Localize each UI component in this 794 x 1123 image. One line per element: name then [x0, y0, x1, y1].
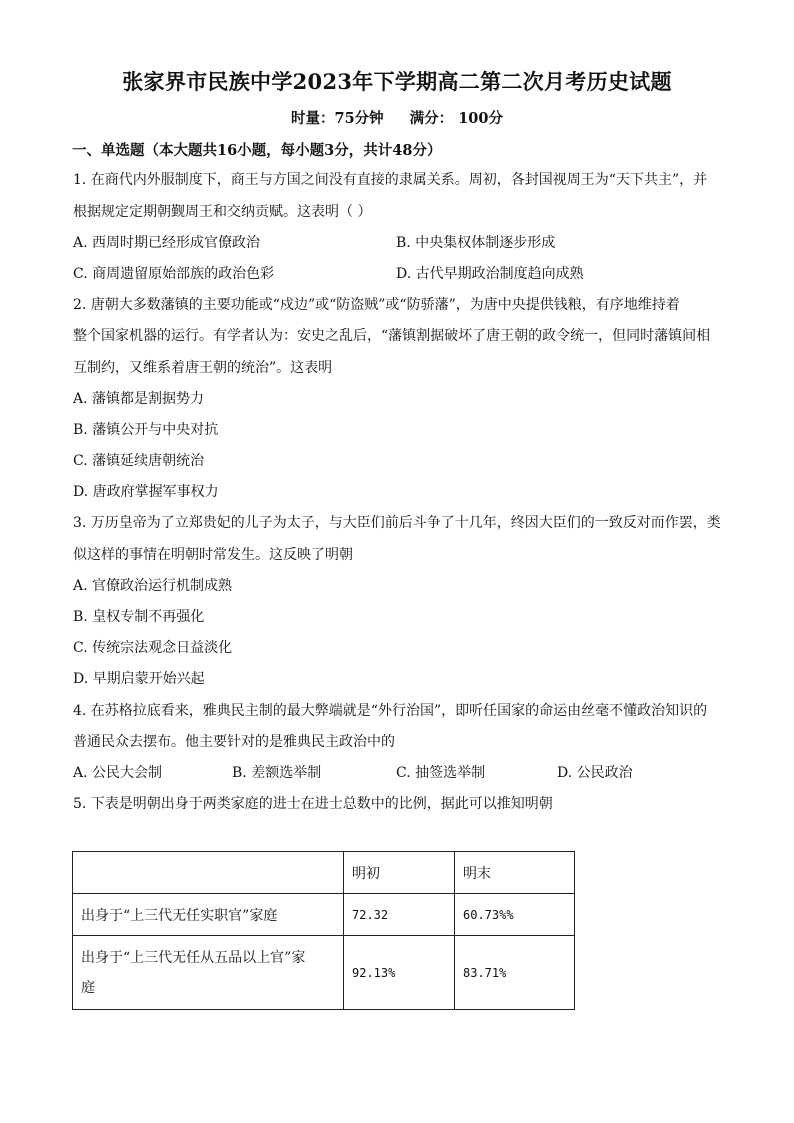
table-header-cell: 明初	[344, 852, 455, 894]
question-4-option-a: A. 公民大会制	[73, 765, 163, 781]
question-3-option-c: C. 传统宗法观念日益淡化	[73, 640, 233, 656]
question-4-line-2: 普通民众去摆布。他主要针对的是雅典民主政治中的	[73, 734, 395, 750]
question-4-option-d: D. 公民政治	[557, 765, 633, 781]
table-cell	[73, 936, 344, 1010]
table-cell: 60.73%%	[455, 894, 575, 936]
table-cell: 92.13%	[344, 936, 455, 1010]
question-3-option-b: B. 皇权专制不再强化	[73, 609, 205, 625]
exam-title: 张家界市民族中学2023年下学期高二第二次月考历史试题	[122, 69, 672, 94]
question-1-line-1: 1. 在商代内外服制度下，商王与方国之间没有直接的隶属关系。周初，各封国视周王为“天下共主”，并	[73, 172, 708, 188]
question-2-line-3: 互制约，又维系着唐王朝的统治”。这表明	[73, 360, 333, 376]
table-header-cell	[73, 852, 344, 894]
section-heading: 一、单选题（本大题共16小题，每小题3分，共计48分）	[72, 142, 442, 159]
question-1-line-2: 根据规定定期朝觐周王和交纳贡赋。这表明（ ）	[73, 204, 372, 220]
table-cell: 72.32	[344, 894, 455, 936]
table-row	[73, 894, 575, 936]
exam-meta	[0, 107, 794, 128]
table-header-row	[73, 852, 575, 894]
table-header-cell: 明末	[455, 852, 575, 894]
table-cell-line: 庭	[81, 979, 95, 996]
question-1-option-b: B. 中央集权体制逐步形成	[396, 235, 556, 251]
exam-score: 满分： 100分	[409, 110, 503, 127]
question-3-line-1: 3. 万历皇帝为了立郑贵妃的儿子为太子，与大臣们前后斗争了十几年，终因大臣们的一致反对而作罢，类	[73, 515, 721, 531]
question-5-line-1: 5. 下表是明朝出身于两类家庭的进士在进士总数中的比例，据此可以推知明朝	[73, 796, 553, 812]
question-4-option-c: C. 抽签选举制	[396, 765, 486, 781]
question-4-option-b: B. 差额选举制	[232, 765, 322, 781]
question-2-option-b: B. 藩镇公开与中央对抗	[73, 422, 219, 438]
question-1-option-a: A. 西周时期已经形成官僚政治	[73, 235, 261, 251]
question-2-option-d: D. 唐政府掌握军事权力	[73, 484, 219, 500]
question-2-option-a: A. 藩镇都是割据势力	[73, 391, 205, 407]
exam-time: 时量：75分钟	[290, 110, 384, 127]
table-cell: 出身于“上三代无任实职官”家庭	[73, 894, 344, 936]
question-1-option-d: D. 古代早期政治制度趋向成熟	[396, 266, 584, 282]
table-cell: 83.71%	[455, 936, 575, 1010]
question-2-line-1: 2. 唐朝大多数藩镇的主要功能或“戍边”或“防盗贼”或“防骄藩”，为唐中央提供钱粮，有序地维持着	[73, 297, 680, 313]
question-2-option-c: C. 藩镇延续唐朝统治	[73, 453, 205, 469]
question-3-line-2: 似这样的事情在明朝时常发生。这反映了明朝	[73, 547, 353, 563]
question-4-line-1: 4. 在苏格拉底看来，雅典民主制的最大弊端就是“外行治国”，即听任国家的命运由丝毫不懂政治知识的	[73, 703, 708, 719]
question-3-option-a: A. 官僚政治运行机制成熟	[73, 578, 233, 594]
question-3-option-d: D. 早期启蒙开始兴起	[73, 671, 205, 687]
question-2-line-2: 整个国家机器的运行。有学者认为：安史之乱后，“藩镇割据破坏了唐王朝的政令统一，但同时藩镇间相	[73, 328, 711, 344]
question-1-option-c: C. 商周遗留原始部族的政治色彩	[73, 266, 275, 282]
table-row	[73, 936, 575, 1010]
table-cell-line: 出身于“上三代无任从五品以上官”家	[81, 949, 306, 966]
data-table	[72, 851, 575, 1010]
